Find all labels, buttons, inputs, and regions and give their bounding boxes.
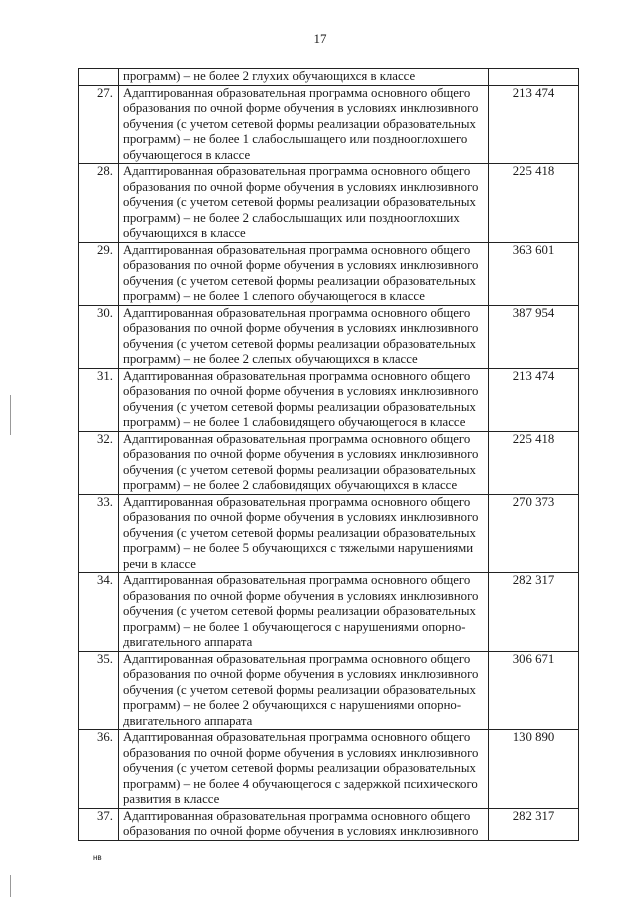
row-number: 31.: [79, 368, 119, 431]
table-row: [79, 85, 579, 164]
table-row: [79, 368, 579, 431]
row-description: Адаптированная образовательная программа основного общего образования по очной форме обучения в условиях инклюзивного обучения (с учетом сетевой формы реализации образовательных программ) – не более 2 слепых обучающихся в классе: [119, 305, 489, 368]
row-value: 387 954: [489, 305, 579, 368]
row-description: Адаптированная образовательная программа основного общего образования по очной форме обучения в условиях инклюзивного обучения (с учетом сетевой формы реализации образовательных программ) – не более 2 слабовидящих обучающихся в классе: [119, 431, 489, 494]
row-number: 35.: [79, 651, 119, 730]
row-number: 33.: [79, 494, 119, 573]
row-description: Адаптированная образовательная программа основного общего образования по очной форме обучения в условиях инклюзивного: [119, 808, 489, 840]
row-number: 29.: [79, 242, 119, 305]
row-description: Адаптированная образовательная программа основного общего образования по очной форме обучения в условиях инклюзивного обучения (с учетом сетевой формы реализации образовательных программ) – не более 1 слепого обучающегося в классе: [119, 242, 489, 305]
table-row: [79, 305, 579, 368]
row-description: Адаптированная образовательная программа основного общего образования по очной форме обучения в условиях инклюзивного обучения (с учетом сетевой формы реализации образовательных программ) – не более 2 слабослышащих или позднооглохших обучающихся в классе: [119, 164, 489, 243]
table-row: [79, 431, 579, 494]
tariff-table: [78, 68, 579, 841]
row-number: 34.: [79, 573, 119, 652]
row-value: 225 418: [489, 164, 579, 243]
footer-mark: нв: [93, 853, 102, 862]
row-description: Адаптированная образовательная программа основного общего образования по очной форме обучения в условиях инклюзивного обучения (с учетом сетевой формы реализации образовательных программ) – не более 4 обучающегося с задержкой психического развития в классе: [119, 730, 489, 809]
row-number-cell: [79, 69, 119, 86]
scan-edge-mark: [10, 875, 11, 897]
row-value: 282 317: [489, 573, 579, 652]
page-number: 17: [313, 31, 327, 46]
table-row: [79, 164, 579, 243]
row-description: Адаптированная образовательная программа основного общего образования по очной форме обучения в условиях инклюзивного обучения (с учетом сетевой формы реализации образовательных программ) – не более 1 обучающегося с нарушениями опорно-двигательного аппарата: [119, 573, 489, 652]
row-value: 270 373: [489, 494, 579, 573]
table-row: [79, 242, 579, 305]
table-row-continuation: [79, 69, 579, 86]
table-row: [79, 808, 579, 840]
row-value: [489, 69, 579, 86]
table-body: [79, 69, 579, 841]
row-value: 213 474: [489, 85, 579, 164]
row-value: 282 317: [489, 808, 579, 840]
row-description: Адаптированная образовательная программа основного общего образования по очной форме обучения в условиях инклюзивного обучения (с учетом сетевой формы реализации образовательных программ) – не более 1 слабовидящего обучающегося в классе: [119, 368, 489, 431]
row-description: Адаптированная образовательная программа основного общего образования по очной форме обучения в условиях инклюзивного обучения (с учетом сетевой формы реализации образовательных программ) – не более 5 обучающихся с тяжелыми нарушениями речи в классе: [119, 494, 489, 573]
table-row: [79, 651, 579, 730]
row-value: 213 474: [489, 368, 579, 431]
row-number: 30.: [79, 305, 119, 368]
row-value: 130 890: [489, 730, 579, 809]
table-row: [79, 730, 579, 809]
row-number: 32.: [79, 431, 119, 494]
row-description: Адаптированная образовательная программа основного общего образования по очной форме обучения в условиях инклюзивного обучения (с учетом сетевой формы реализации образовательных программ) – не более 1 слабослышащего или позднооглохшего обучающегося в классе: [119, 85, 489, 164]
row-value: 225 418: [489, 431, 579, 494]
row-number: 37.: [79, 808, 119, 840]
table-row: [79, 573, 579, 652]
row-number: 27.: [79, 85, 119, 164]
row-value: 306 671: [489, 651, 579, 730]
scan-edge-mark: [10, 395, 11, 435]
row-value: 363 601: [489, 242, 579, 305]
row-description: программ) – не более 2 глухих обучающихся в классе: [119, 69, 489, 86]
row-description: Адаптированная образовательная программа основного общего образования по очной форме обучения в условиях инклюзивного обучения (с учетом сетевой формы реализации образовательных программ) – не более 2 обучающихся с нарушениями опорно-двигательного аппарата: [119, 651, 489, 730]
table-row: [79, 494, 579, 573]
row-number: 36.: [79, 730, 119, 809]
row-number: 28.: [79, 164, 119, 243]
